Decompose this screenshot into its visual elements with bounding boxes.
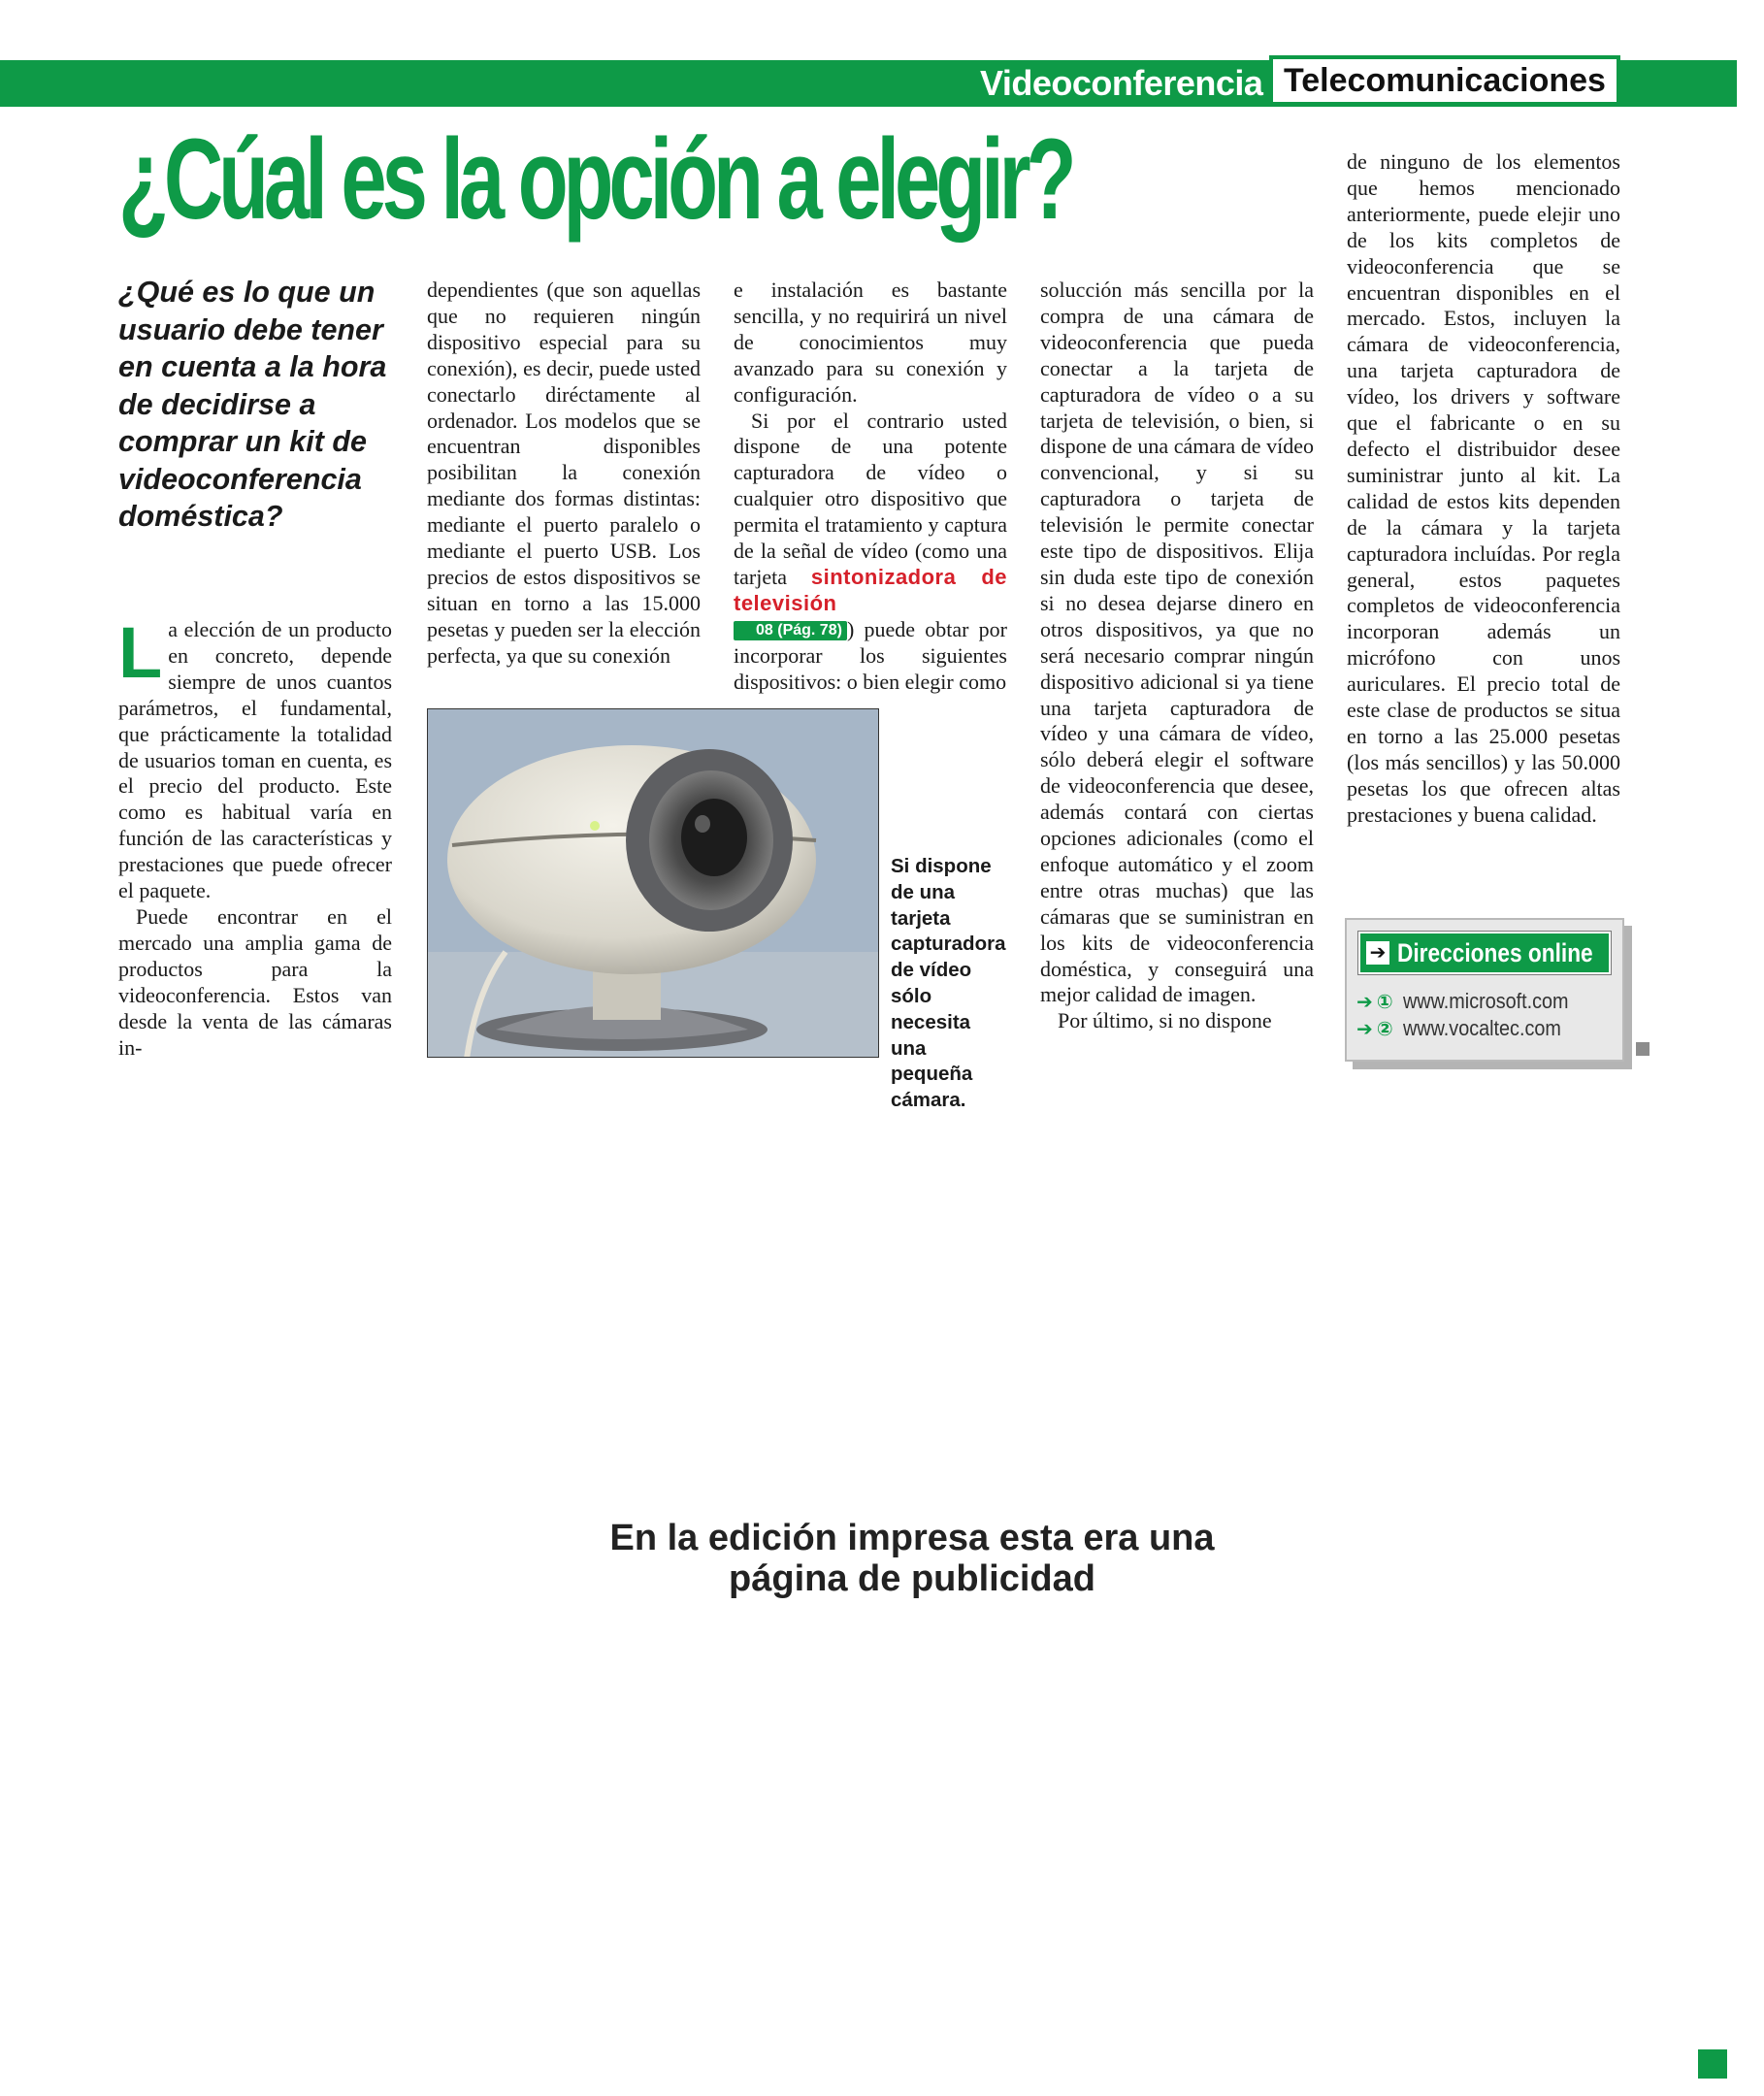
body-paragraph-with-reference bbox=[734, 409, 1007, 696]
advertisement-note-line-2: página de publicidad bbox=[729, 1558, 1095, 1599]
photo-caption: Si dispone de una tarjeta capturadora de vídeo sólo necesita una pequeña cámara. bbox=[891, 855, 1006, 1112]
link-number: ① bbox=[1376, 992, 1393, 1013]
online-addresses-box bbox=[1345, 918, 1624, 1062]
body-column-2 bbox=[427, 278, 701, 670]
body-column-4 bbox=[1040, 278, 1314, 1034]
link-url[interactable]: www.vocaltec.com bbox=[1402, 1016, 1561, 1040]
body-paragraph: a elección de un producto en concreto, depende siempre de unos cuantos parámetros, el fundamental, que prácticamente la totalidad de usuarios toman en cuenta, es el precio del producto. Este como es habitual varía en función de las características y prestaciones que puede ofrecer el paquete. bbox=[118, 617, 392, 903]
body-column-1 bbox=[118, 612, 392, 1061]
link-item-vocaltec[interactable] bbox=[1356, 1015, 1579, 1042]
article-lead: ¿Qué es lo que un usuario debe tener en cuenta a la hora de decidirse a comprar un kit de videoconferencia doméstica? bbox=[118, 276, 387, 533]
body-paragraph: e instalación es bastante sencilla, y no requirirá un nivel de conocimientos muy avanzado para su conexión y configuración. bbox=[734, 278, 1007, 407]
body-paragraph: Por último, si no dispone bbox=[1058, 1008, 1272, 1033]
arrow-right-icon: ➔ bbox=[1366, 941, 1389, 965]
article-end-mark bbox=[1636, 1042, 1650, 1056]
page-corner-mark bbox=[1698, 2049, 1727, 2079]
body-text: ) puede obtar por incorporar los siguientes dispositivos: o bien elegir como bbox=[734, 616, 1007, 694]
body-paragraph: Puede encontrar en el mercado una amplia gama de productos para la videoconferencia. Estos van desde la venta de las cámaras in- bbox=[118, 903, 392, 1060]
body-paragraph: solucción más sencilla por la compra de una cámara de videoconferencia que pueda conectar a la tarjeta de capturadora de vídeo o a su tarjeta de televisión, o bien, si dispone de una cámara de vídeo convencional, y si su capturadora o tarjeta de televisión le permite conectar este tipo de dispositivos. Elija sin duda este tipo de conexión si no desea dejarse dinero en otros dispositivos, ya que no será necesario comprar ningún dispositivo adicional si ya tiene una tarjeta capturadora de vídeo y una cámara de vídeo, sólo deberá elegir el software de videoconferencia que desee, además contará con ciertas opciones adicionales (como el enfoque automático y el zoom entre otras muchas) que las cámaras que se suministran en los kits de videoconferencia doméstica, y conseguirá una mejor calidad de imagen. bbox=[1040, 278, 1314, 1007]
body-paragraph: dependientes (que son aquellas que no requieren ningún dispositivo especial para su conexión), es decir, puede usted conectarlo diréctamente al ordenador. Los modelos que se encuentran disponibles posibilitan la conexión mediante dos formas distintas: mediante el puerto paralelo o mediante el puerto USB. Los precios de estos dispositivos se situan en torno a las 15.000 pesetas y pueden ser la elección perfecta, ya que su conexión bbox=[427, 278, 701, 668]
page-reference-badge[interactable]: 08 (Pág. 78) bbox=[734, 621, 847, 640]
link-url[interactable]: www.microsoft.com bbox=[1402, 989, 1569, 1013]
webcam-illustration bbox=[428, 709, 879, 1058]
category-label: Telecomunicaciones bbox=[1269, 55, 1620, 106]
link-arrow-icon: ➔ bbox=[1356, 1019, 1373, 1040]
advertisement-note-line-1: En la edición impresa esta era una bbox=[609, 1518, 1215, 1558]
highlighted-term: sintonizadora de televisión bbox=[734, 564, 1008, 615]
body-column-5 bbox=[1347, 149, 1620, 829]
link-item-microsoft[interactable] bbox=[1356, 988, 1586, 1015]
body-column-3 bbox=[734, 278, 1007, 696]
webcam-photo bbox=[427, 708, 879, 1058]
body-text: Si por el contrario usted dispone de una potente capturadora de vídeo o cualquier otro dispositivo que permita el tratamiento y captura de la señal de vídeo (como una tarjeta bbox=[734, 408, 1007, 589]
online-addresses-title: ➔ Direcciones online bbox=[1358, 932, 1611, 974]
advertisement-note bbox=[543, 1518, 1281, 1599]
link-arrow-icon: ➔ bbox=[1356, 992, 1373, 1013]
drop-cap: L bbox=[118, 612, 163, 693]
body-paragraph: de ninguno de los elementos que hemos mencionado anteriormente, puede elejir uno de los kits completos de videoconferencia que se encuentran disponibles en el mercado. Estos, incluyen la cámara de videoconferencia, una tarjeta capturadora de vídeo, los drivers y software que el fabricante o en su defecto el distribuidor desee suministrar junto al kit. La calidad de estos kits dependen de la cámara y la tarjeta capturadora incluídas. Por regla general, estos paquetes completos de videoconferencia incorporan además un micrófono con unos auriculares. El precio total de este clase de productos se situa en torno a las 25.000 pesetas (los más sencillos) y las 50.000 pesetas los que ofrecen altas prestaciones y buena calidad. bbox=[1347, 149, 1620, 827]
article-title: ¿Cúal es la opción a elegir? bbox=[118, 115, 1072, 244]
link-number: ② bbox=[1376, 1019, 1393, 1040]
section-label: Videoconferencia bbox=[980, 63, 1263, 103]
